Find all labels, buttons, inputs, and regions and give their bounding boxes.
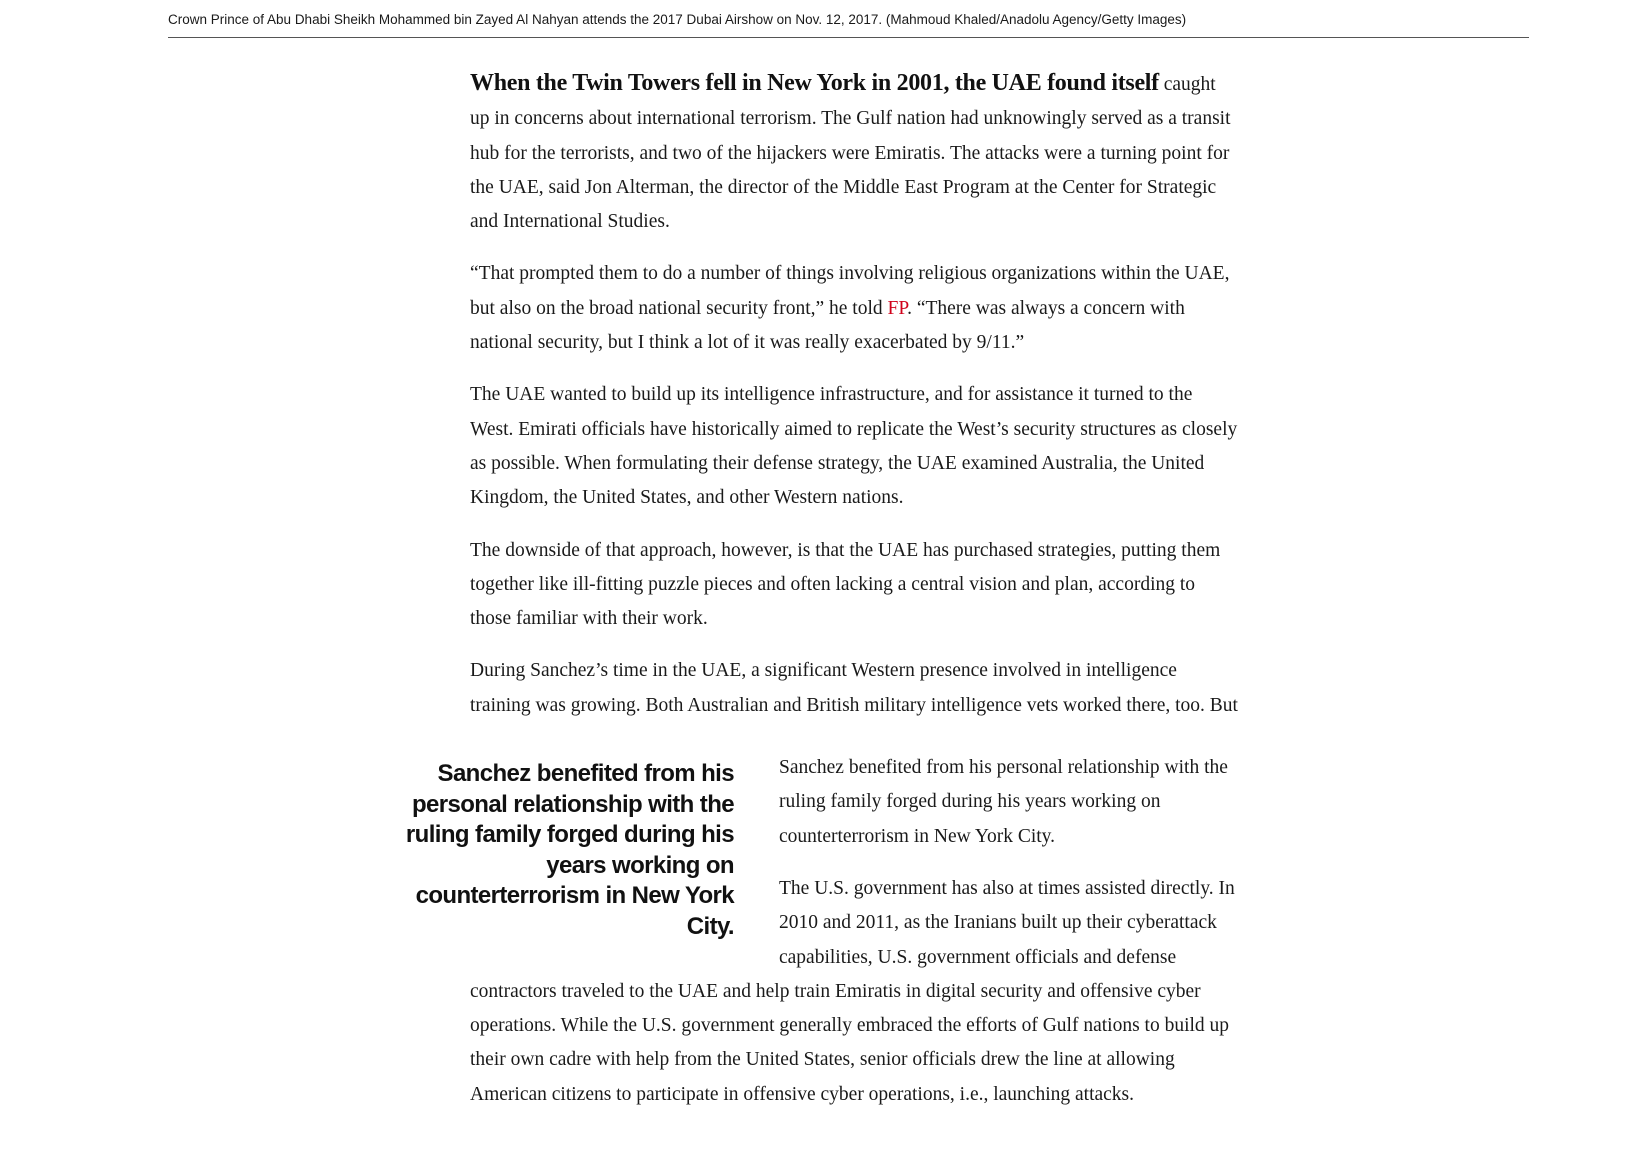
photo-caption: Crown Prince of Abu Dhabi Sheikh Mohammed bin Zayed Al Nahyan attends the 2017 Dubai Airshow on Nov. 12, 2017. (Mahmoud Khaled/Anadolu Agency/Getty Images) xyxy=(168,12,1187,27)
pull-quote: Sanchez benefited from his personal relationship with the ruling family forged during his years working on counterterrorism in New York City. xyxy=(405,760,734,940)
article-body xyxy=(405,66,1240,1130)
paragraph-1-text: caught up in concerns about international terrorism. The Gulf nation had unknowingly served as a transit hub for the terrorists, and two of the hijackers were Emiratis. The attacks were a turning point for the UAE, said Jon Alterman, the director of the Middle East Program at the Center for Strategic and International Studies. xyxy=(470,74,1231,233)
paragraph-5: During Sanchez’s time in the UAE, a significant Western presence involved in intelligence training was growing. Both Australian and British military intelligence vets worked there, too. But xyxy=(470,660,1238,716)
caption-divider xyxy=(168,37,1529,38)
paragraph-6: Sanchez benefited from his personal relationship with the ruling family forged during his years working on counterterrorism in New York City. xyxy=(779,757,1228,847)
paragraph-2-text-before: “That prompted them to do a number of things involving religious organizations within the UAE, but also on the broad national security front,” he told xyxy=(470,263,1230,319)
fp-link[interactable]: FP xyxy=(887,297,908,319)
paragraph-2 xyxy=(470,257,1240,360)
paragraph-7: The U.S. government has also at times assisted directly. In 2010 and 2011, as the Iranians built up their cyberattack capabilities, U.S. government officials and defense contractors traveled to the UAE and help train Emiratis in digital security and offensive cyber operations. While the U.S. government generally embraced the efforts of Gulf nations to build up their own cadre with help from the United States, senior officials drew the line at allowing American citizens to participate in offensive cyber operations, i.e., launching attacks. xyxy=(470,877,1235,1105)
paragraph-3: The UAE wanted to build up its intelligence infrastructure, and for assistance it turned to the West. Emirati officials have historically aimed to replicate the West’s security structures as closely as possible. When formulating their defense strategy, the UAE examined Australia, the United Kingdom, the United States, and other Western nations. xyxy=(470,384,1238,509)
lead-sentence: When the Twin Towers fell in New York in 2001, the UAE found itself xyxy=(470,70,1159,96)
paragraph-1 xyxy=(470,66,1240,239)
paragraph-4: The downside of that approach, however, is that the UAE has purchased strategies, putting them together like ill-fitting puzzle pieces and often lacking a central vision and plan, according to those familiar with their work. xyxy=(470,539,1221,630)
paragraph-2-text-after: . “There was always a concern with national security, but I think a lot of it was really exacerbated by 9/11.” xyxy=(470,297,1185,354)
